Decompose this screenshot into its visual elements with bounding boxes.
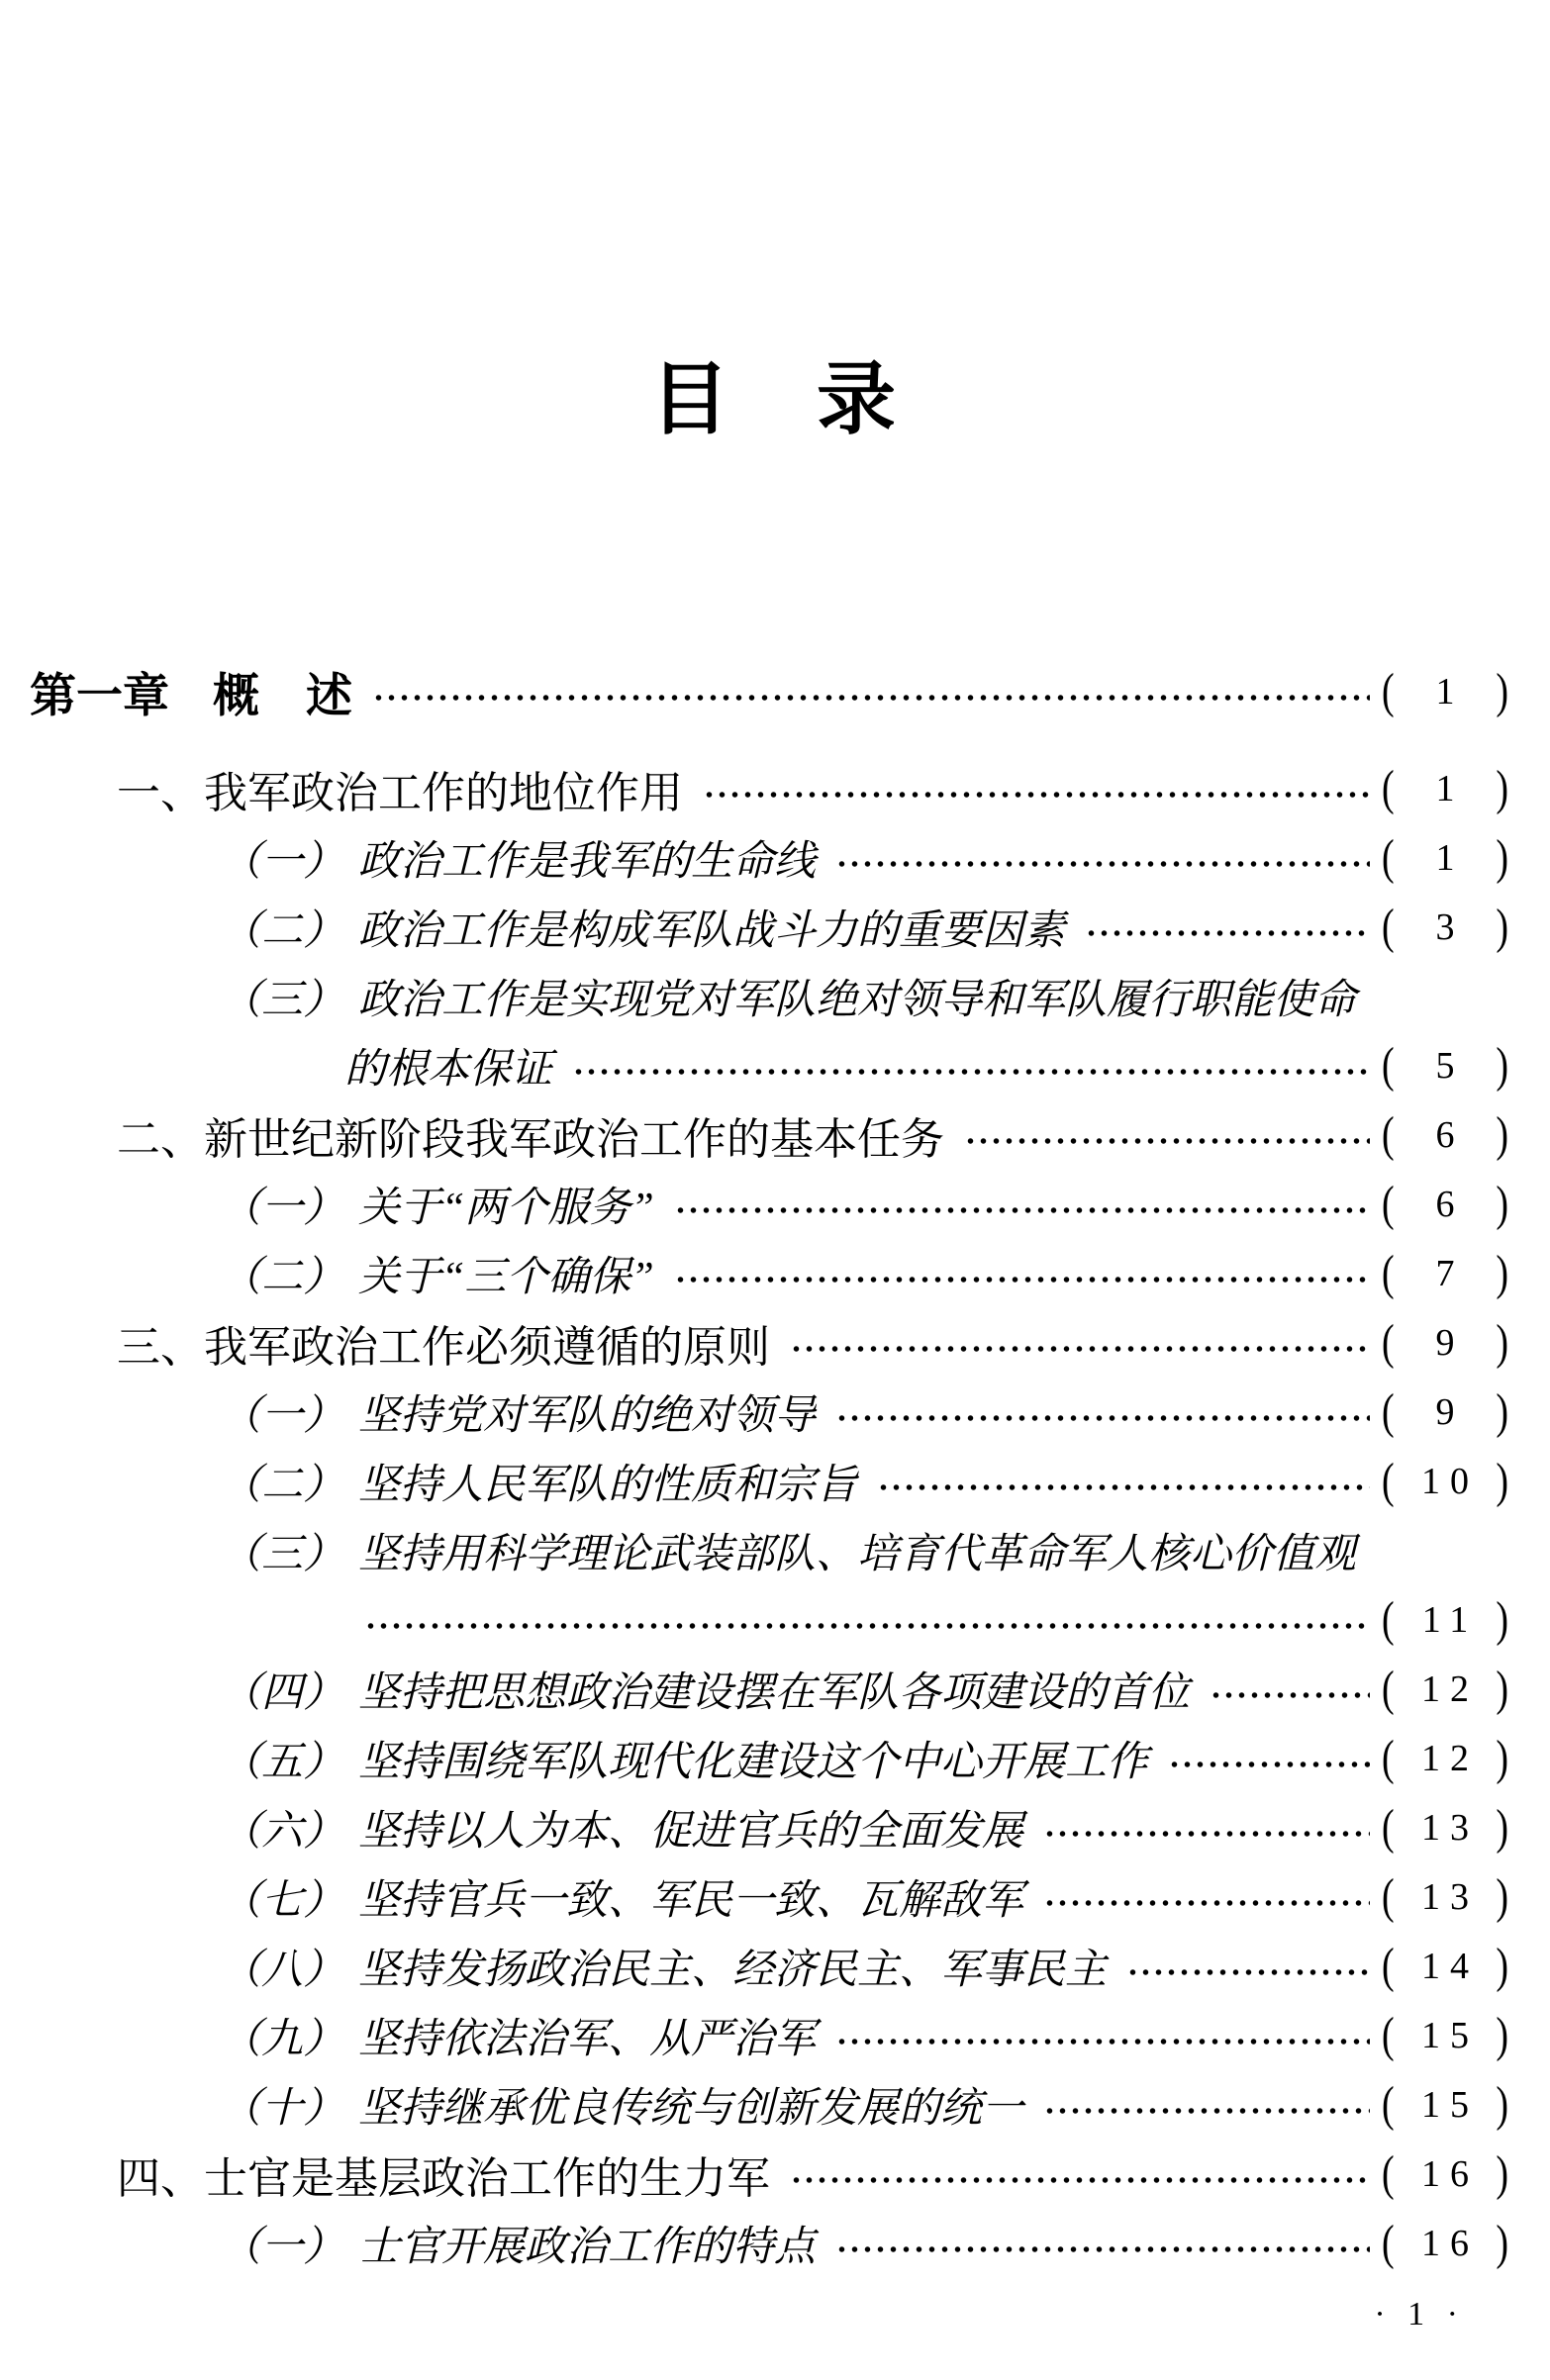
entry-title-text: 关于“三个确保” xyxy=(358,1255,654,1300)
toc-entry-row xyxy=(0,1447,1550,1516)
close-paren: ) xyxy=(1496,1315,1508,1371)
close-paren: ) xyxy=(1496,2008,1508,2063)
entry-number-label: （一） xyxy=(220,839,345,885)
dot-leader xyxy=(835,2244,1370,2254)
close-paren: ) xyxy=(1496,761,1508,816)
toc-entry-row xyxy=(0,962,1550,1031)
dot-leader xyxy=(835,1413,1370,1423)
entry-page-number xyxy=(1382,1662,1508,1717)
entry-title-text: 士官是基层政治工作的生力军 xyxy=(204,2154,770,2203)
open-paren: ( xyxy=(1382,761,1395,816)
toc-entry-row xyxy=(0,2140,1550,2209)
entry-number-label: 第一章 xyxy=(30,668,169,721)
entry-number-label: （二） xyxy=(220,908,345,954)
open-paren: ( xyxy=(1382,2077,1395,2133)
close-paren: ) xyxy=(1496,1384,1508,1440)
toc-entry-row xyxy=(0,1239,1550,1308)
close-paren: ) xyxy=(1496,900,1508,955)
page-number-value: 15 xyxy=(1421,2084,1479,2126)
open-paren: ( xyxy=(1382,1315,1395,1371)
entry-page-number xyxy=(1382,830,1508,886)
dot-leader xyxy=(1210,1690,1370,1700)
entry-number-label: （八） xyxy=(220,1948,345,1993)
entry-title-text: 政治工作是构成军队战斗力的重要因素 xyxy=(358,908,1066,954)
toc-entry-row xyxy=(0,1378,1550,1447)
close-paren: ) xyxy=(1496,2216,1508,2271)
close-paren: ) xyxy=(1496,1246,1508,1301)
dot-leader xyxy=(364,1621,1370,1631)
page-number-value: 9 xyxy=(1435,1391,1465,1433)
close-paren: ) xyxy=(1496,2146,1508,2202)
entry-title-text: 坚持围绕军队现代化建设这个中心开展工作 xyxy=(358,1740,1149,1785)
entry-number-label: （一） xyxy=(220,1393,345,1439)
entry-page-number xyxy=(1382,1454,1508,1509)
entry-title-text: 坚持官兵一致、军民一致、瓦解敌军 xyxy=(358,1878,1024,1924)
open-paren: ( xyxy=(1382,1384,1395,1440)
close-paren: ) xyxy=(1496,1731,1508,1786)
entry-title-text: 概 述 xyxy=(213,668,352,721)
open-paren: ( xyxy=(1382,1731,1395,1786)
toc-entry-row xyxy=(0,1308,1550,1378)
entry-number-label: 四、 xyxy=(117,2154,204,2203)
entry-number-label: （七） xyxy=(220,1878,345,1924)
entry-title-text: 新世纪新阶段我军政治工作的基本任务 xyxy=(204,1115,944,1164)
page-number-value: 1 xyxy=(1435,837,1465,879)
toc-entry-row xyxy=(0,1932,1550,2001)
entry-number-label: （二） xyxy=(220,1255,345,1300)
dot-leader xyxy=(372,693,1370,703)
page-number-value: 9 xyxy=(1435,1322,1465,1364)
page-number-value: 11 xyxy=(1421,1599,1479,1641)
dot-leader xyxy=(790,2175,1370,2185)
dot-leader xyxy=(703,790,1370,800)
toc-entry-row xyxy=(0,1585,1550,1655)
page-number-value: 12 xyxy=(1421,1738,1479,1779)
dot-leader xyxy=(964,1136,1370,1146)
close-paren: ) xyxy=(1496,1107,1508,1163)
entry-number-label: 三、 xyxy=(117,1323,204,1372)
close-paren: ) xyxy=(1496,1454,1508,1509)
toc-entry-row xyxy=(0,893,1550,962)
entry-page-number xyxy=(1382,1384,1508,1440)
dot-leader xyxy=(835,859,1370,869)
toc-chapter-row xyxy=(0,653,1550,730)
dot-leader xyxy=(572,1067,1370,1077)
open-paren: ( xyxy=(1382,1107,1395,1163)
entry-number-label: （一） xyxy=(220,1186,345,1231)
toc-entry-row xyxy=(0,1100,1550,1170)
entry-title-text: 关于“两个服务” xyxy=(358,1186,654,1231)
entry-page-number xyxy=(1382,1246,1508,1301)
open-paren: ( xyxy=(1382,830,1395,886)
toc-entry-row xyxy=(0,1655,1550,1724)
entry-page-number xyxy=(1382,1869,1508,1925)
open-paren: ( xyxy=(1382,1800,1395,1856)
toc-entry-row xyxy=(0,823,1550,893)
entry-title-text: 坚持以人为本、促进官兵的全面发展 xyxy=(358,1809,1024,1855)
open-paren: ( xyxy=(1382,1662,1395,1717)
entry-title-text: 我军政治工作必须遵循的原则 xyxy=(204,1323,770,1372)
entry-page-number xyxy=(1382,2146,1508,2202)
page-number-value: 12 xyxy=(1421,1668,1479,1710)
close-paren: ) xyxy=(1496,2077,1508,2133)
entry-page-number xyxy=(1382,2008,1508,2063)
page-number-value: 6 xyxy=(1435,1184,1465,1225)
entry-page-number xyxy=(1382,761,1508,816)
document-title: 目 录 xyxy=(650,355,900,443)
close-paren: ) xyxy=(1496,1592,1508,1648)
toc-entry-row xyxy=(0,1793,1550,1862)
dot-leader xyxy=(790,1344,1370,1354)
close-paren: ) xyxy=(1496,1177,1508,1232)
entry-number-label: （十） xyxy=(220,2086,345,2132)
page-number-value: 1 xyxy=(1435,768,1465,809)
entry-number-label: （三） xyxy=(220,1532,345,1577)
page-number-value: 10 xyxy=(1421,1461,1479,1502)
open-paren: ( xyxy=(1382,2146,1395,2202)
close-paren: ) xyxy=(1496,1662,1508,1717)
entry-title-text: 坚持发扬政治民主、经济民主、军事民主 xyxy=(358,1948,1108,1993)
entry-title-text: 我军政治工作的地位作用 xyxy=(204,769,683,817)
entry-title-text: 坚持用科学理论武装部队、培育代革命军人核心价值观 xyxy=(358,1532,1357,1577)
page-number-value: 14 xyxy=(1421,1946,1479,1987)
entry-page-number xyxy=(1382,1177,1508,1232)
open-paren: ( xyxy=(1382,1454,1395,1509)
entry-number-label: （九） xyxy=(220,2017,345,2062)
entry-page-number xyxy=(1382,1592,1508,1648)
entry-page-number xyxy=(1382,1315,1508,1371)
close-paren: ) xyxy=(1496,830,1508,886)
page-number-value: 13 xyxy=(1421,1807,1479,1849)
entry-title-text: 政治工作是实现党对军队绝对领导和军队履行职能使命 xyxy=(358,978,1357,1023)
entry-number-label: 二、 xyxy=(117,1115,204,1164)
toc-entry-row xyxy=(0,2001,1550,2070)
entry-page-number xyxy=(1382,1038,1508,1094)
dot-leader xyxy=(1168,1760,1370,1769)
entry-title-text: 坚持把思想政治建设摆在军队各项建设的首位 xyxy=(358,1670,1191,1716)
page-folio-number: · 1 · xyxy=(1374,2296,1465,2332)
dot-leader xyxy=(1085,928,1370,938)
entry-title-text: 士官开展政治工作的特点 xyxy=(358,2225,817,2270)
entry-title-text: 的根本保证 xyxy=(344,1047,553,1093)
entry-title-text: 坚持继承优良传统与创新发展的统一 xyxy=(358,2086,1024,2132)
entry-page-number xyxy=(1382,1107,1508,1163)
dot-leader xyxy=(674,1275,1370,1285)
open-paren: ( xyxy=(1382,1869,1395,1925)
page-number-value: 13 xyxy=(1421,1876,1479,1918)
entry-page-number xyxy=(1382,1800,1508,1856)
entry-page-number xyxy=(1382,2216,1508,2271)
close-paren: ) xyxy=(1496,1038,1508,1094)
entry-page-number xyxy=(1382,1939,1508,1994)
entry-number-label: （五） xyxy=(220,1740,345,1785)
entry-title-text: 坚持党对军队的绝对领导 xyxy=(358,1393,817,1439)
page-number-value: 5 xyxy=(1435,1045,1465,1087)
entry-number-label: （三） xyxy=(220,978,345,1023)
dot-leader xyxy=(877,1482,1370,1492)
dot-leader xyxy=(1043,2106,1370,2116)
entry-page-number xyxy=(1382,900,1508,955)
toc-entry-row xyxy=(0,1862,1550,1932)
toc-entry-row xyxy=(0,2070,1550,2140)
entry-number-label: 一、 xyxy=(117,769,204,817)
open-paren: ( xyxy=(1382,900,1395,955)
toc-entry-row xyxy=(0,1031,1550,1100)
entry-title-text: 政治工作是我军的生命线 xyxy=(358,839,817,885)
page-number-value: 16 xyxy=(1421,2223,1479,2264)
dot-leader xyxy=(1043,1829,1370,1839)
close-paren: ) xyxy=(1496,664,1508,719)
entry-number-label: （一） xyxy=(220,2225,345,2270)
toc-entry-row xyxy=(0,1516,1550,1585)
entry-page-number xyxy=(1382,2077,1508,2133)
open-paren: ( xyxy=(1382,2216,1395,2271)
entry-title-text: 坚持人民军队的性质和宗旨 xyxy=(358,1463,858,1508)
open-paren: ( xyxy=(1382,1939,1395,1994)
page-number-value: 7 xyxy=(1435,1253,1465,1294)
dot-leader xyxy=(674,1205,1370,1215)
dot-leader xyxy=(835,2037,1370,2047)
close-paren: ) xyxy=(1496,1939,1508,1994)
toc-entry-row xyxy=(0,1170,1550,1239)
dot-leader xyxy=(1043,1898,1370,1908)
toc-entry-row xyxy=(0,2209,1550,2278)
dot-leader xyxy=(1126,1967,1370,1977)
toc-entry-row xyxy=(0,754,1550,823)
page-number-value: 16 xyxy=(1421,2153,1479,2195)
close-paren: ) xyxy=(1496,1869,1508,1925)
page-number-value: 6 xyxy=(1435,1114,1465,1156)
toc-list xyxy=(0,653,1550,2278)
entry-page-number xyxy=(1382,664,1508,719)
entry-title-text: 坚持依法治军、从严治军 xyxy=(358,2017,817,2062)
page-number-value: 15 xyxy=(1421,2015,1479,2056)
entry-number-label: （六） xyxy=(220,1809,345,1855)
open-paren: ( xyxy=(1382,2008,1395,2063)
entry-number-label: （二） xyxy=(220,1463,345,1508)
close-paren: ) xyxy=(1496,1800,1508,1856)
open-paren: ( xyxy=(1382,664,1395,719)
page-number-value: 1 xyxy=(1435,671,1465,713)
entry-number-label: （四） xyxy=(220,1670,345,1716)
page-number-value: 3 xyxy=(1435,906,1465,948)
open-paren: ( xyxy=(1382,1592,1395,1648)
open-paren: ( xyxy=(1382,1038,1395,1094)
toc-entry-row xyxy=(0,1724,1550,1793)
entry-page-number xyxy=(1382,1731,1508,1786)
open-paren: ( xyxy=(1382,1246,1395,1301)
open-paren: ( xyxy=(1382,1177,1395,1232)
